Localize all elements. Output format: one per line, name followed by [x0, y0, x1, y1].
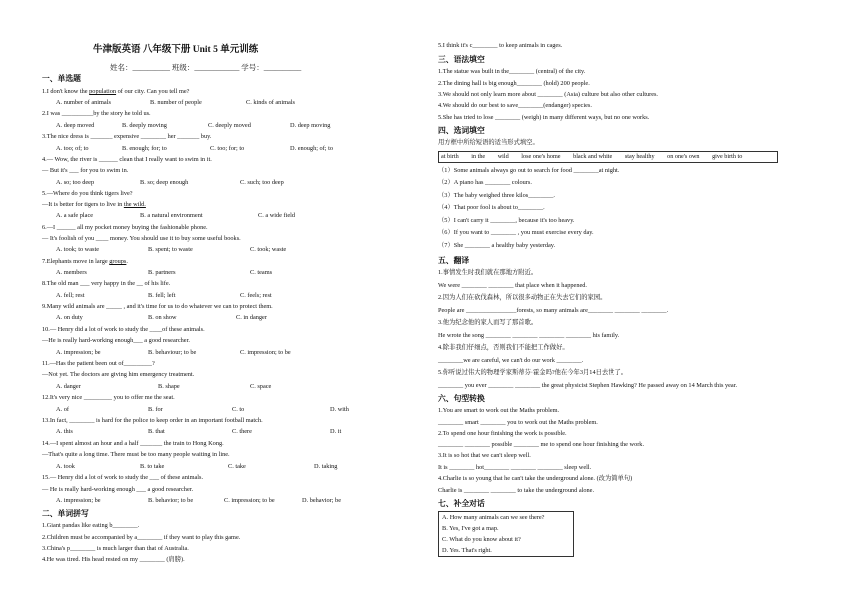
option[interactable]: A. so; too deep: [56, 179, 95, 186]
spelling-item: 4.He was tired. His head rested on my ________ (肩膀).: [42, 556, 185, 563]
question-text: 9.Many wild animals are _____ , and it's time for us to do whatever we can to protect them.: [42, 303, 273, 310]
option[interactable]: C. teams: [250, 269, 273, 276]
spelling-item: 3.China's p________ is much larger than that of Australia.: [42, 545, 189, 552]
option[interactable]: B. so; deep enough: [140, 179, 189, 186]
option[interactable]: C. space: [250, 383, 272, 390]
question-text: 3.The nice dress is _______ expensive ________ her _______ buy.: [42, 133, 212, 140]
option[interactable]: C. kinds of animals: [246, 99, 295, 106]
question-text: 2.I was __________by the story he told us.: [42, 110, 151, 117]
option[interactable]: A. of: [56, 406, 69, 413]
option[interactable]: B. deeply moving: [122, 122, 167, 129]
dialog-options-box: [438, 511, 574, 557]
option[interactable]: C. there: [232, 428, 252, 435]
option[interactable]: D. behavior; be: [302, 497, 341, 504]
option[interactable]: A. took; to waste: [56, 246, 100, 253]
word-bank-item: lose one's home: [521, 153, 561, 160]
dialog-option: C. What do you know about it?: [442, 536, 521, 543]
transform-line: 1.You are smart to work out the Maths problem.: [438, 407, 560, 414]
question-text: 7.Elephants move in large groups.: [42, 258, 128, 265]
option[interactable]: A. a safe place: [56, 212, 94, 219]
word-bank-item: at birth: [441, 153, 459, 160]
option[interactable]: B. number of people: [150, 99, 202, 106]
grammar-item: 5.She has tried to lose ________ (weigh) in many different ways, but no one works.: [438, 114, 650, 121]
spelling-item: 1.Giant pandas like eating b________.: [42, 522, 140, 529]
grammar-item: 1.The statue was built in the________ (central) of the city.: [438, 68, 586, 75]
word-bank-item: black and white: [573, 153, 613, 160]
word-bank-item: in the: [471, 153, 486, 160]
dialog-option: D. Yes. That's right.: [442, 547, 492, 554]
question-text: 15.— Henry did a lot of work to study the ___ of these animals.: [42, 474, 204, 481]
grammar-item: 2.The dining hall is big enough________ (hold) 200 people.: [438, 80, 590, 87]
word-bank-item: wild: [497, 153, 509, 160]
option[interactable]: C. a wide field: [258, 212, 296, 219]
translation-line: 2.因为人们在砍伐森林，所以很多动物正在失去它们的家园。: [438, 294, 607, 301]
word-choice-item: （4）That poor fool is about to________.: [438, 204, 545, 211]
option[interactable]: D. with: [330, 406, 349, 413]
question-text: —That's quite a long time. There must be too many people waiting in line.: [42, 451, 230, 458]
translation-line: 4.除非我们仔细点，否则我们不能把工作做好。: [438, 344, 569, 351]
question-text: — He is really hard-working enough ___ a good researcher.: [42, 486, 194, 493]
option[interactable]: B. that: [148, 428, 165, 435]
question-text: — But it's ___ for you to swim in.: [42, 167, 129, 174]
option[interactable]: C. took; waste: [250, 246, 287, 253]
option[interactable]: D. deep moving: [290, 122, 331, 129]
name-class-number-line: 姓名：__________ 班级：____________ 学号：__________: [110, 63, 302, 72]
word-choice-instruction: 用方框中所给短语的适当形式填空。: [438, 139, 539, 146]
option[interactable]: A. fell; rest: [56, 292, 85, 299]
word-choice-item: （2）A piano has ________ colours.: [438, 179, 532, 186]
section-heading-dialog: 七、补全对话: [438, 499, 485, 508]
option[interactable]: D. taking: [314, 463, 338, 470]
option[interactable]: B. fell; left: [148, 292, 176, 299]
option[interactable]: A. deep moved: [56, 122, 95, 129]
option[interactable]: B. on show: [148, 314, 177, 321]
option[interactable]: B. behavior; to be: [148, 497, 194, 504]
option[interactable]: B. behaviour; to be: [148, 349, 197, 356]
translation-line: 5.你听说过伟大的物理学家斯蒂芬·霍金吗?他在今年3月14日去世了。: [438, 369, 628, 376]
option[interactable]: A. danger: [56, 383, 81, 390]
option[interactable]: A. took: [56, 463, 75, 470]
question-text: 4.— Wow, the river is ______ clean that I really want to swim in it.: [42, 156, 212, 163]
option[interactable]: A. on duty: [56, 314, 83, 321]
word-bank-item: stay healthy: [624, 153, 655, 160]
page-title: 牛津版英语 八年级下册 Unit 5 单元训练: [93, 45, 259, 55]
option[interactable]: B. spent; to waste: [148, 246, 193, 253]
word-choice-item: （7）She ________ a healthy baby yesterday.: [438, 242, 556, 249]
word-bank-item: on one's own: [667, 153, 700, 160]
option[interactable]: C. in danger: [236, 314, 267, 321]
transform-line: Charlie is ________ ________ to take the underground alone.: [438, 487, 595, 494]
option[interactable]: C. deeply moved: [208, 122, 251, 129]
question-text: 1.I don't know the population of our city. Can you tell me?: [42, 88, 190, 95]
transform-line: ________ ________ possible ________ me to spend one hour finishing the work.: [438, 441, 645, 448]
option[interactable]: B. partners: [148, 269, 176, 276]
translation-line: He wrote the song ________ ________ ________ ________ his family.: [438, 332, 620, 339]
transform-line: ________ smart ________ you to work out the Maths problem.: [438, 419, 598, 426]
question-text: —He is really hard-working enough___ a good researcher.: [42, 337, 190, 344]
section-heading-word-choice: 四、选词填空: [438, 126, 485, 135]
section-heading-grammar: 三、语法填空: [438, 55, 485, 64]
question-text: 13.In fact, ________ is hard for the police to keep order in an important football match.: [42, 417, 263, 424]
option[interactable]: A. this: [56, 428, 73, 435]
option[interactable]: A. number of animals: [56, 99, 111, 106]
section-heading-mcq: 一、单选题: [42, 74, 81, 83]
section-heading-transform: 六、句型转换: [438, 394, 485, 403]
section-heading-translation: 五、翻译: [438, 256, 470, 265]
translation-line: People are ________________forests, so many animals are________ ________ ________.: [438, 307, 669, 314]
option[interactable]: A. too; of; to: [56, 145, 89, 152]
question-text: 6.—I ______ all my pocket money buying the fashionable phone.: [42, 224, 208, 231]
option[interactable]: C. too; for; to: [210, 145, 245, 152]
option[interactable]: D. enough; of; to: [290, 145, 334, 152]
word-choice-item: （6）If you want to ________ , you must exercise every day.: [438, 229, 594, 236]
question-text: —Not yet. The doctors are giving him emergency treatment.: [42, 371, 195, 378]
option[interactable]: B. shape: [158, 383, 180, 390]
option[interactable]: B. to take: [140, 463, 165, 470]
dialog-option: A. How many animals can we see there?: [442, 514, 545, 521]
spelling-item: 5.I think it's c________ to keep animals in cages.: [438, 42, 563, 49]
spelling-item: 2.Children must be accompanied by a________ if they want to play this game.: [42, 534, 241, 541]
option[interactable]: C. feels; rest: [240, 292, 272, 299]
question-text: 8.The old man ___ very happy in the __ of his life.: [42, 280, 171, 287]
grammar-item: 3.We should not only learn more about ________ (Asia) culture but also other cultures.: [438, 91, 659, 98]
translation-line: We were ________ ________ that place when it happened.: [438, 282, 588, 289]
option[interactable]: C. impression; to be: [224, 497, 275, 504]
option[interactable]: C. such; too deep: [240, 179, 284, 186]
option[interactable]: A. members: [56, 269, 87, 276]
word-bank-box: [438, 151, 778, 163]
question-text: 11.—Has the patient been out of_________?: [42, 360, 155, 367]
translation-line: 3.他为纪念他的家人而写了那首歌。: [438, 319, 538, 326]
transform-line: 2.To spend one hour finishing the work is possible.: [438, 430, 567, 437]
option[interactable]: D. it: [330, 428, 342, 435]
word-choice-item: （5）I can't carry it ________, because it's too heavy.: [438, 217, 575, 224]
option[interactable]: B. enough; for; to: [122, 145, 167, 152]
question-text: 12.It's very nice _________ you to offer me the seat.: [42, 394, 175, 401]
transform-line: It is ________ hot________ ________ ________ sleep well.: [438, 464, 592, 471]
option[interactable]: C. to: [232, 406, 245, 413]
grammar-item: 4.We should do our best to save________(endanger) species.: [438, 102, 592, 109]
translation-line: ________ you ever ________ ________ the great physicist Stephen Hawking? He passed away on 14 March this year.: [438, 382, 738, 389]
option[interactable]: B. a natural environment: [140, 212, 203, 219]
option[interactable]: A. impression; be: [56, 497, 101, 504]
translation-line: ________we are careful, we can't do our work ________.: [438, 357, 584, 364]
word-bank-item: give birth to: [712, 153, 743, 160]
option[interactable]: C. take: [228, 463, 246, 470]
question-text: — It's foolish of you ____ money. You should use it to buy some useful books.: [42, 235, 241, 242]
translation-line: 1.事情发生时我们就在那地方附近。: [438, 269, 538, 276]
question-text: 5.—Where do you think tigers live?: [42, 190, 133, 197]
question-text: 10.— Henry did a lot of work to study the ____of these animals.: [42, 326, 205, 333]
dialog-option: B. Yes, I've got a map.: [442, 525, 499, 532]
question-text: —It is better for tigers to live in the wild.: [42, 201, 146, 208]
question-text: 14.—I spent almost an hour and a half _______ the train to Hong Kong.: [42, 440, 224, 447]
word-choice-item: （1）Some animals always go out to search for food ________at night.: [438, 167, 620, 174]
option[interactable]: C. impression; to be: [240, 349, 291, 356]
option[interactable]: B. for: [148, 406, 163, 413]
transform-line: 4.Charlie is so young that he can't take the underground alone. (改为简单句): [438, 475, 633, 482]
option[interactable]: A. impression; be: [56, 349, 101, 356]
section-heading-spelling: 二、单词拼写: [42, 509, 89, 518]
word-choice-item: （3）The baby weighed three kilos________.: [438, 192, 555, 199]
transform-line: 3.It is so hot that we can't sleep well.: [438, 452, 531, 459]
